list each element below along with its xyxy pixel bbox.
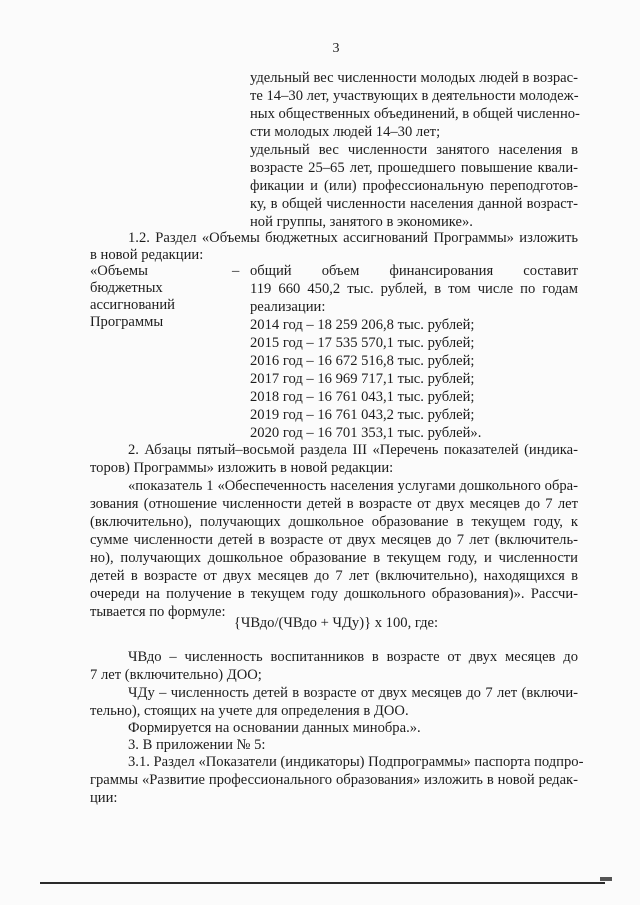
paragraph-line: 3. В приложении № 5: (128, 737, 266, 753)
bottom-rule (40, 882, 605, 884)
paragraph-line: детей в возрасте от двух месяцев до 7 лет (включительно), находящихся в (90, 568, 578, 584)
definition-line: ЧДу – численность детей в возрасте от двух месяцев до 7 лет (включи- (128, 685, 578, 701)
budget-word: объем (321, 263, 360, 279)
paragraph-line: ции: (90, 790, 118, 806)
formula: {ЧВдо/(ЧВдо + ЧДу)} x 100, где: (233, 615, 439, 631)
paragraph-line: (включительно), получающих дошкольное образование в текущем году, к (90, 514, 578, 530)
definition-line: 7 лет (включительно) ДОО; (90, 667, 262, 683)
paragraph-line: торов) Программы» изложить в новой редакции: (90, 460, 394, 476)
intro-line: возрасте 25–65 лет, прошедшего повышение квали- (250, 160, 578, 176)
intro-line: сти молодых людей 14–30 лет; (250, 124, 441, 140)
paragraph-line: 3.1. Раздел «Показатели (индикаторы) Подпрограммы» паспорта подпро- (128, 754, 584, 770)
paragraph-line: тывается по формуле: (90, 604, 226, 620)
paragraph-line: сумме численности детей в возрасте от двух месяцев до 7 лет (включитель- (90, 532, 578, 548)
intro-line: ной группы, занятого в экономике». (250, 214, 473, 230)
intro-line: ных общественных объединений, в общей численно- (250, 106, 580, 122)
budget-total-line (250, 262, 578, 280)
definition-line: Формируется на основании данных минобра.». (128, 720, 421, 736)
paragraph-line: в новой редакции: (90, 247, 204, 263)
budget-year-line: 2020 год – 16 701 353,1 тыс. рублей». (250, 425, 482, 441)
budget-label-line: бюджетных (90, 280, 163, 296)
definition-line: ЧВдо – численность воспитанников в возрасте от двух месяцев до (128, 649, 578, 665)
budget-word: общий (250, 263, 292, 279)
budget-year-line: 2016 год – 16 672 516,8 тыс. рублей; (250, 353, 475, 369)
paragraph-line: но), получающих дошкольное образование в текущем году, и численности (90, 550, 578, 566)
budget-label-line: «Объемы (90, 263, 148, 279)
budget-dash: – (232, 263, 240, 279)
paragraph-line: очереди на получение в текущем году дошкольного образования)». Рассчи- (90, 586, 578, 602)
budget-year-line: 2017 год – 16 969 717,1 тыс. рублей; (250, 371, 475, 387)
intro-line: удельный вес численности молодых людей в возрас- (250, 70, 578, 86)
budget-label-line: Программы (90, 314, 164, 330)
paragraph-line: 1.2. Раздел «Объемы бюджетных ассигнований Программы» изложить (128, 230, 578, 246)
definition-line: тельно), стоящих на учете для определения в ДОО. (90, 703, 409, 719)
paragraph-line: граммы «Развитие профессионального образования» изложить в новой редак- (90, 772, 578, 788)
intro-line: те 14–30 лет, участвующих в деятельности молодеж- (250, 88, 579, 104)
intro-line: удельный вес численности занятого населения в (250, 142, 578, 158)
budget-word: составит (523, 263, 578, 279)
paragraph-line: «показатель 1 «Обеспеченность населения услугами дошкольного обра- (128, 478, 578, 494)
budget-year-line: 2019 год – 16 761 043,2 тыс. рублей; (250, 407, 475, 423)
budget-year-line: 2018 год – 16 761 043,1 тыс. рублей; (250, 389, 475, 405)
scan-mark (600, 877, 612, 881)
budget-word: финансирования (389, 263, 494, 279)
intro-line: фикации и (или) профессиональную переподготов- (250, 178, 578, 194)
paragraph-line: 2. Абзацы пятый–восьмой раздела III «Перечень показателей (индика- (128, 442, 578, 458)
budget-year-line: 2014 год – 18 259 206,8 тыс. рублей; (250, 317, 475, 333)
page-number: 3 (332, 41, 340, 56)
budget-label-line: ассигнований (90, 297, 175, 313)
paragraph-line: зования (отношение численности детей в возрасте от двух месяцев до 7 лет (90, 496, 578, 512)
budget-total-line: 119 660 450,2 тыс. рублей, в том числе по годам (250, 281, 578, 297)
intro-line: ку, в общей численности населения данной возраст- (250, 196, 578, 212)
budget-year-line: 2015 год – 17 535 570,1 тыс. рублей; (250, 335, 475, 351)
budget-total-line: реализации: (250, 299, 326, 315)
